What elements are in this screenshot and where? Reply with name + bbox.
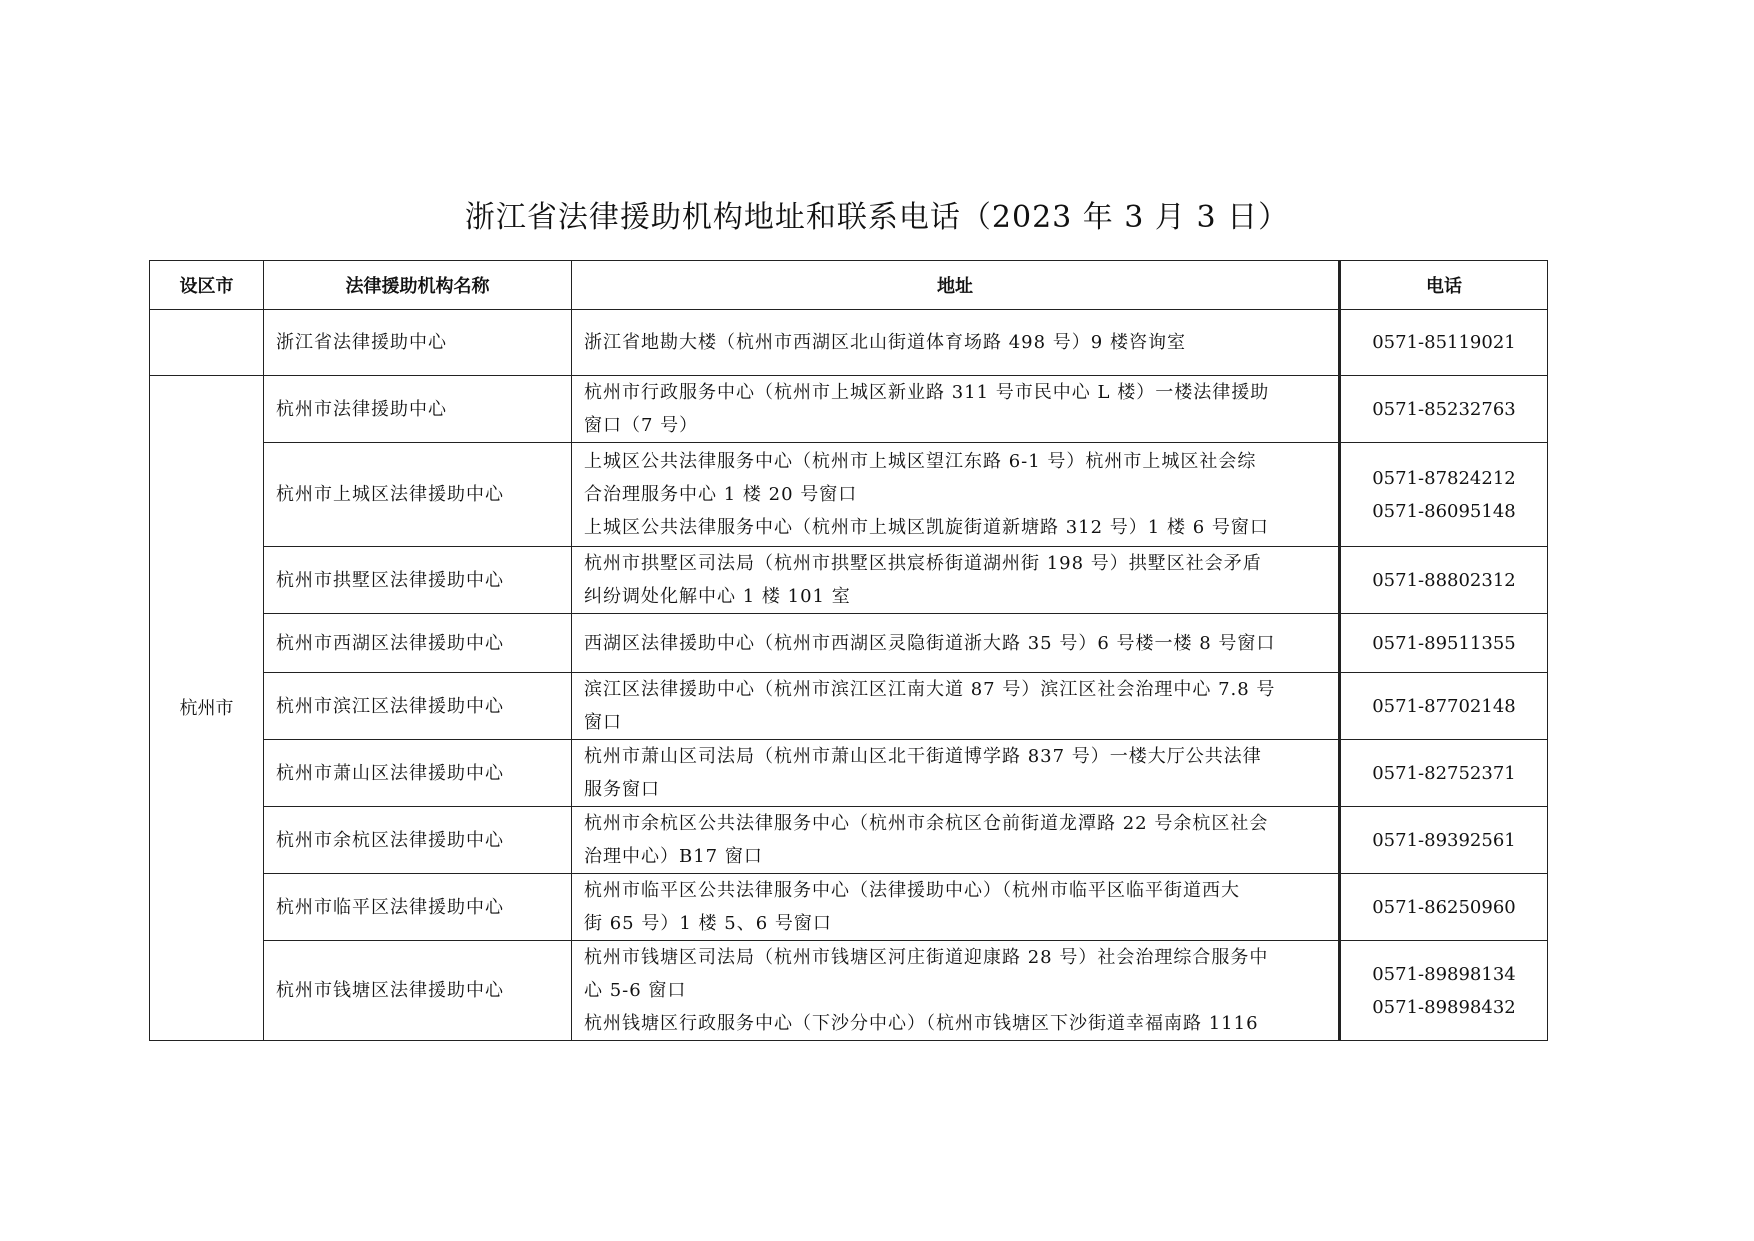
phone-number: 0571-89898432: [1372, 996, 1516, 1018]
document-title: 浙江省法律援助机构地址和联系电话（2023 年 3 月 3 日）: [464, 200, 1290, 235]
address-line: 杭州市余杭区公共法律服务中心（杭州市余杭区仓前街道龙潭路 22 号余杭区社会: [584, 813, 1269, 834]
institution-name: 杭州市滨江区法律援助中心: [264, 673, 572, 740]
address-line: 合治理服务中心 1 楼 20 号窗口: [584, 484, 858, 505]
table-row: [150, 547, 1548, 614]
phone-cell: [1340, 673, 1548, 740]
institution-name: 杭州市萧山区法律援助中心: [264, 740, 572, 807]
table-row: [150, 443, 1548, 547]
phone-cell: [1340, 376, 1548, 443]
header-phone: 电话: [1340, 261, 1548, 310]
institution-name: 浙江省法律援助中心: [264, 310, 572, 376]
address-line: 上城区公共法律服务中心（杭州市上城区凯旋街道新塘路 312 号）1 楼 6 号窗口: [584, 517, 1269, 538]
address-cell: [572, 740, 1340, 807]
address-line: 杭州市萧山区司法局（杭州市萧山区北干街道博学路 837 号）一楼大厅公共法律: [584, 746, 1262, 767]
phone-number: 0571-89392561: [1372, 829, 1516, 851]
address-line: 纠纷调处化解中心 1 楼 101 室: [584, 586, 851, 607]
phone-cell: [1340, 740, 1548, 807]
phone-cell: [1340, 874, 1548, 941]
table-row: [150, 740, 1548, 807]
header-institution-name: 法律援助机构名称: [264, 261, 572, 310]
table-row: [150, 941, 1548, 1041]
phone-cell: [1340, 614, 1548, 673]
phone-cell: [1340, 310, 1548, 376]
institution-name: 杭州市西湖区法律援助中心: [264, 614, 572, 673]
address-line: 窗口（7 号）: [584, 415, 699, 436]
address-line: 心 5-6 窗口: [584, 980, 687, 1001]
header-address: 地址: [572, 261, 1340, 310]
address-line: 治理中心）B17 窗口: [584, 846, 763, 867]
table-row: [150, 807, 1548, 874]
address-cell: [572, 874, 1340, 941]
header-city: 设区市: [150, 261, 264, 310]
address-line: 杭州市钱塘区司法局（杭州市钱塘区河庄街道迎康路 28 号）社会治理综合服务中: [584, 947, 1269, 968]
address-line: 街 65 号）1 楼 5、6 号窗口: [584, 913, 832, 934]
institution-name: 杭州市拱墅区法律援助中心: [264, 547, 572, 614]
table-row: [150, 376, 1548, 443]
address-cell: [572, 443, 1340, 547]
address-cell: [572, 807, 1340, 874]
institution-name: 杭州市钱塘区法律援助中心: [264, 941, 572, 1041]
address-line: 滨江区法律援助中心（杭州市滨江区江南大道 87 号）滨江区社会治理中心 7.8 号: [584, 679, 1276, 700]
address-line: 杭州市临平区公共法律服务中心（法律援助中心）（杭州市临平区临平街道西大: [584, 880, 1240, 901]
phone-cell: [1340, 807, 1548, 874]
phone-number: 0571-89511355: [1372, 632, 1516, 654]
city-cell-hangzhou: 杭州市: [150, 376, 264, 1041]
institution-name: 杭州市法律援助中心: [264, 376, 572, 443]
phone-cell: [1340, 941, 1548, 1041]
phone-cell: [1340, 547, 1548, 614]
institution-name: 杭州市上城区法律援助中心: [264, 443, 572, 547]
city-cell: [150, 310, 264, 376]
phone-cell: [1340, 443, 1548, 547]
table-header-row: [150, 261, 1548, 310]
phone-number: 0571-86250960: [1372, 896, 1516, 918]
phone-number: 0571-89898134: [1372, 963, 1516, 985]
address-cell: [572, 310, 1340, 376]
address-cell: [572, 614, 1340, 673]
institution-name: 杭州市余杭区法律援助中心: [264, 807, 572, 874]
phone-number: 0571-85119021: [1372, 332, 1516, 353]
address-cell: [572, 376, 1340, 443]
address-line: 窗口: [584, 712, 622, 733]
phone-number: 0571-87824212: [1372, 467, 1516, 489]
table-row: [150, 614, 1548, 673]
table-row: [150, 874, 1548, 941]
address-line: 浙江省地勘大楼（杭州市西湖区北山街道体育场路 498 号）9 楼咨询室: [584, 332, 1186, 353]
phone-number: 0571-82752371: [1372, 762, 1516, 784]
address-cell: [572, 673, 1340, 740]
address-line: 杭州钱塘区行政服务中心（下沙分中心）（杭州市钱塘区下沙街道幸福南路 1116: [584, 1013, 1259, 1034]
phone-number: 0571-85232763: [1372, 398, 1516, 420]
legal-aid-table: [149, 260, 1548, 1041]
phone-number: 0571-86095148: [1372, 500, 1516, 522]
institution-name: 杭州市临平区法律援助中心: [264, 874, 572, 941]
phone-number: 0571-87702148: [1372, 695, 1516, 717]
address-line: 杭州市行政服务中心（杭州市上城区新业路 311 号市民中心 L 楼）一楼法律援助: [584, 382, 1270, 403]
table-row: [150, 310, 1548, 376]
phone-number: 0571-88802312: [1372, 569, 1516, 591]
address-line: 杭州市拱墅区司法局（杭州市拱墅区拱宸桥街道湖州街 198 号）拱墅区社会矛盾: [584, 553, 1262, 574]
address-line: 服务窗口: [584, 779, 660, 800]
table-row: [150, 673, 1548, 740]
address-line: 西湖区法律援助中心（杭州市西湖区灵隐街道浙大路 35 号）6 号楼一楼 8 号窗口: [584, 632, 1276, 654]
address-cell: [572, 941, 1340, 1041]
address-cell: [572, 547, 1340, 614]
address-line: 上城区公共法律服务中心（杭州市上城区望江东路 6-1 号）杭州市上城区社会综: [584, 451, 1257, 472]
